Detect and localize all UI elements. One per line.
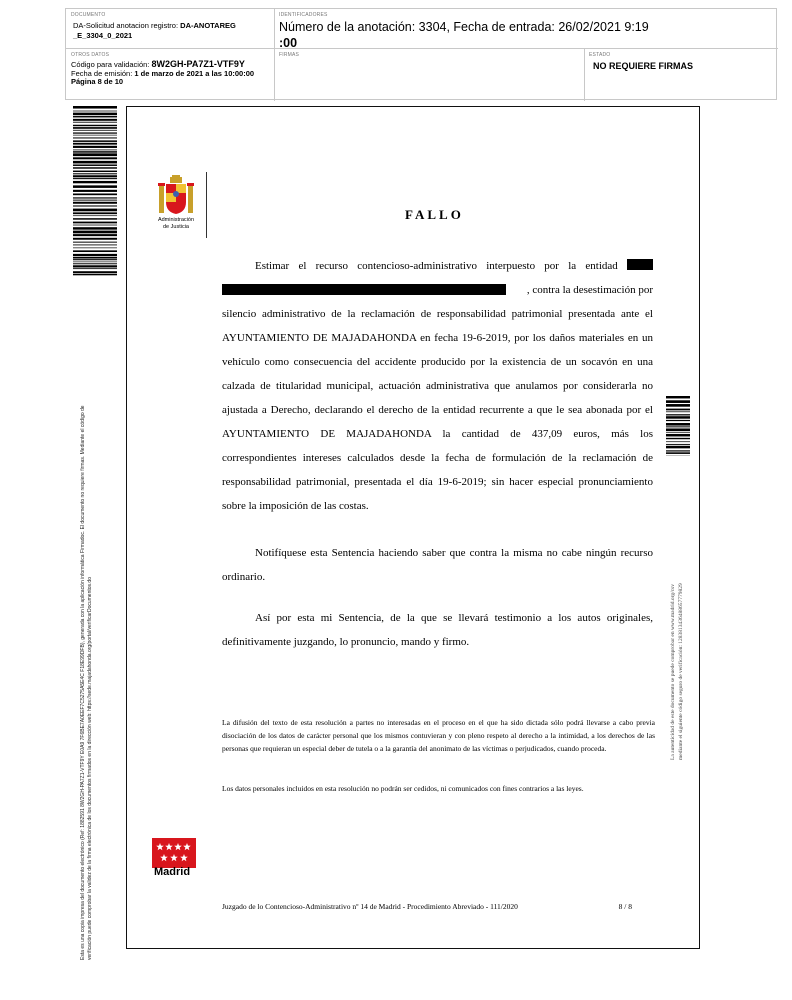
identificador-text: Número de la anotación: 3304, Fecha de entrada: 26/02/2021 9:19 :00 xyxy=(279,20,649,49)
paragraph-fallo: Estimar el recurso contencioso-administrativo interpuesto por la entidad , contra la desestimación por silencio administrativo de la reclamación de responsabilidad patrimonial presentada ante el AYUNTAMIENTO DE MAJADAHONDA en fecha 19-6-2019, por los daños materiales en un vehículo como consecuencia del accidente producido por la existencia de un socavón en una calzada de titularidad municipal, actuación administrativa que anulamos por considerarla no ajustada a Derecho, declarando el derecho de la entidad recurrente a que le sea abonada por el AYUNTAMIENTO DE MAJADAHONDA la cantidad de 437,09 euros, más los correspondientes intereses calculados desde la fecha de formulación de la reclamación de responsabilidad patrimonial, presentada el día 19-6-2019; sin hacer especial pronunciamiento sobre la imposición de las costas. xyxy=(222,260,653,512)
page-footer xyxy=(222,902,632,911)
paragraph-firma: Así por esta mi Sentencia, de la que se llevará testimonio a los autos originales, definitivamente juzgando, lo pronuncio, mando y firmo. xyxy=(222,612,653,648)
estado-cell xyxy=(585,49,778,101)
document-header xyxy=(65,8,777,100)
firmas-label: FIRMAS xyxy=(279,52,300,58)
estado-value: NO REQUIERE FIRMAS xyxy=(593,61,694,71)
identificadores-cell xyxy=(275,9,778,49)
footnote-datos: Los datos personales incluidos en esta resolución no podrán ser cedidos, ni comunicados con fines contrarios a las leyes. xyxy=(222,784,584,793)
comunidad-madrid-logo-icon xyxy=(152,838,196,868)
paragraph-notificacion: Notifíquese esta Sentencia haciendo saber que contra la misma no cabe ningún recurso ordinario. xyxy=(222,547,653,583)
documento-name: DA-Solicitud anotacion registro: DA-ANOTAREG _E_3304_0_2021 xyxy=(73,21,236,40)
identificadores-label: IDENTIFICADORES xyxy=(279,12,328,18)
pagina-indicator: Página 8 de 10 xyxy=(71,77,124,86)
fecha-emision: 1 de marzo de 2021 a las 10:00:00 xyxy=(134,68,255,78)
page-frame xyxy=(126,106,700,949)
footnote-difusion: La difusión del texto de esta resolución a partes no interesadas en el proceso en el que ha sido dictada sólo podrá llevarse a cabo previa disociación de los datos de carácter personal que los mismos contuvieran y con pleno respeto al derecho a la intimidad, a los derechos de las personas que requieran un especial deber de tutela o a la garantía del anonimato de las víctimas o perjudicados, cuando proceda. xyxy=(222,718,655,753)
estado-label: ESTADO xyxy=(589,52,611,58)
madrid-logo-text: Madrid xyxy=(154,866,191,878)
firmas-cell xyxy=(275,49,585,101)
otros-label: OTROS DATOS xyxy=(71,52,110,58)
margin-verification-text: Esta es una copia impresa del documento electrónico (Ref: 1882591 8W2GH-PA7Z1-VTF9Y E0A9 7F6BE7A0EEF7C5275A5E4C F18E99DFB), generada con la aplicación informática Firmadoc. El documento no requiere firmas. Mediante el código de verificación puede comprobar la validez de la firma electrónica de los documentos firmados en la dirección web: https://sede.majadahonda.org/portal/verificarDocumentos.do xyxy=(80,405,93,960)
footer-page-number: 8 / 8 xyxy=(618,902,632,911)
documento-cell xyxy=(66,9,275,49)
administracion-justicia-label: Administración de Justicia xyxy=(157,217,195,230)
redaction-block xyxy=(627,259,653,270)
footer-court-text: Juzgado de lo Contencioso-Administrativo nº 14 de Madrid - Procedimiento Abreviado - 111/2020 xyxy=(222,902,518,911)
margin-csv-text: La autenticidad de este documento se puede comprobar en www.madrid.org/csv mediante el siguiente código seguro de verificación: 1283813436488657779829 xyxy=(670,583,684,760)
otros-datos-cell: OTROS DATOS Código para validación: 8W2GH-PA7Z1-VTF9Y Fecha de emisión: 1 de marzo de 2021 a las 10:00:00 Página 8 de 10 xyxy=(66,49,275,101)
logo-divider xyxy=(206,172,207,238)
section-title: FALLO xyxy=(405,207,464,222)
documento-label: DOCUMENTO xyxy=(71,12,106,18)
redaction-block xyxy=(222,284,506,295)
barcode-left xyxy=(73,106,117,276)
codigo-validacion: 8W2GH-PA7Z1-VTF9Y xyxy=(151,59,245,69)
